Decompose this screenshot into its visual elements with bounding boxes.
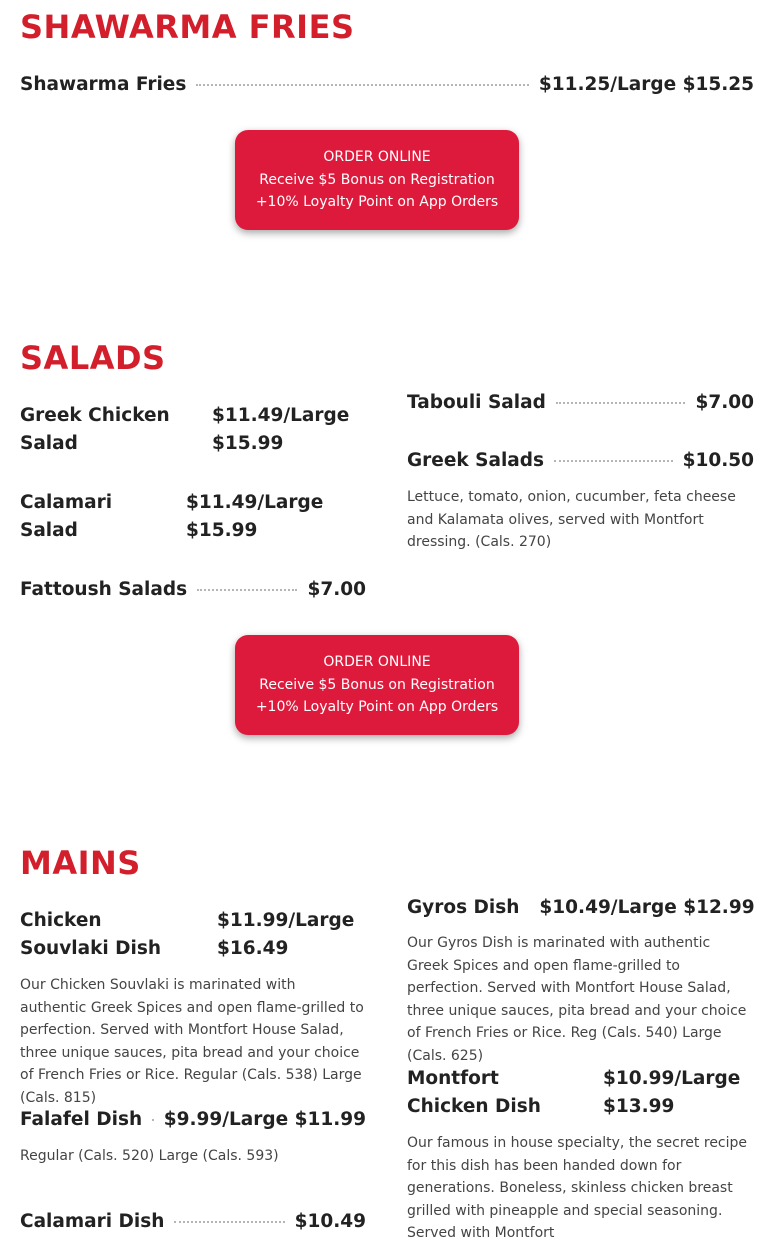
- item-name: Greek Chicken Salad: [20, 405, 170, 454]
- order-online-label: ORDER ONLINE: [323, 654, 431, 671]
- item-name: Tabouli Salad: [407, 392, 546, 413]
- menu-item-greek-salads: [407, 447, 754, 475]
- section-title-mains: MAINS: [20, 844, 141, 882]
- item-price: $9.99/Large $11.99: [163, 1109, 366, 1130]
- order-online-button[interactable]: [235, 130, 519, 230]
- bonus-label: Receive $5 Bonus on Registration: [259, 676, 495, 693]
- menu-item-calamari-salad: [20, 489, 366, 545]
- item-price: $10.99/Large $13.99: [603, 1068, 741, 1117]
- dotted-leader: [554, 460, 673, 462]
- dotted-leader: [197, 589, 297, 591]
- dotted-leader: [196, 84, 528, 86]
- section-title-salads: SALADS: [20, 339, 166, 377]
- item-name: Greek Salads: [407, 450, 545, 471]
- item-price: $7.00: [307, 579, 366, 600]
- item-name: Montfort Chicken Dish: [407, 1068, 541, 1117]
- item-name: Gyros Dish: [407, 897, 520, 918]
- item-price: $11.25/Large $15.25: [538, 74, 754, 95]
- section-title-shawarma-fries: SHAWARMA FRIES: [20, 8, 355, 46]
- item-name: Chicken Souvlaki Dish: [20, 910, 162, 959]
- item-description: Our Gyros Dish is marinated with authentic Greek Spices and open flame-grilled to perfection. Served with Montfort House Salad, three unique sauces, pita bread and your choice of French Fries or Rice. Reg (Cals. 540) Large (Cals. 625): [407, 935, 747, 1064]
- item-price: $10.50: [682, 450, 754, 471]
- menu-item-tabouli-salad: [407, 389, 754, 417]
- menu-item-gyros-dish: [407, 894, 754, 922]
- menu-item-fattoush-salads: [20, 576, 366, 604]
- item-description: Regular (Cals. 520) Large (Cals. 593): [20, 1148, 279, 1164]
- item-description: Our famous in house specialty, the secret recipe for this dish has been handed down for generations. Boneless, skinless chicken breast grilled with pineapple and special seasoning. Served with Montfort: [407, 1135, 748, 1241]
- menu-item-calamari-dish: [20, 1208, 366, 1236]
- item-price: $11.49/Large $15.99: [186, 492, 324, 541]
- menu-item-greek-chicken-salad: [20, 402, 366, 458]
- order-online-button[interactable]: [235, 635, 519, 735]
- item-name: Calamari Dish: [20, 1211, 165, 1232]
- menu-item-chicken-souvlaki-dish: [20, 907, 366, 963]
- dotted-leader: [152, 1119, 154, 1121]
- item-name: Calamari Salad: [20, 492, 113, 541]
- item-description: Lettuce, tomato, onion, cucumber, feta cheese and Kalamata olives, served with Montfort dressing. (Cals. 270): [407, 489, 736, 550]
- order-online-label: ORDER ONLINE: [323, 149, 431, 166]
- item-name: Shawarma Fries: [20, 74, 187, 95]
- dotted-leader: [556, 402, 686, 404]
- menu-item-shawarma-fries: [20, 71, 754, 99]
- menu-item-montfort-chicken-dish: [407, 1065, 754, 1121]
- dotted-leader: [174, 1221, 284, 1223]
- item-name: Falafel Dish: [20, 1109, 143, 1130]
- item-name: Fattoush Salads: [20, 579, 188, 600]
- item-price: $10.49: [294, 1211, 366, 1232]
- item-price: $11.49/Large $15.99: [212, 405, 350, 454]
- item-price: $11.99/Large $16.49: [217, 910, 355, 959]
- item-price: $7.00: [695, 392, 754, 413]
- loyalty-label: +10% Loyalty Point on App Orders: [255, 194, 499, 211]
- item-price: $10.49/Large $12.99: [539, 897, 755, 918]
- bonus-label: Receive $5 Bonus on Registration: [259, 171, 495, 188]
- menu-item-falafel-dish: [20, 1106, 366, 1134]
- loyalty-label: +10% Loyalty Point on App Orders: [255, 699, 499, 716]
- item-description: Our Chicken Souvlaki is marinated with authentic Greek Spices and open flame-grilled to perfection. Served with Montfort House Salad, three unique sauces, pita bread and your choice of French Fries or Rice. Regular (Cals. 538) Large (Cals. 815): [20, 977, 364, 1106]
